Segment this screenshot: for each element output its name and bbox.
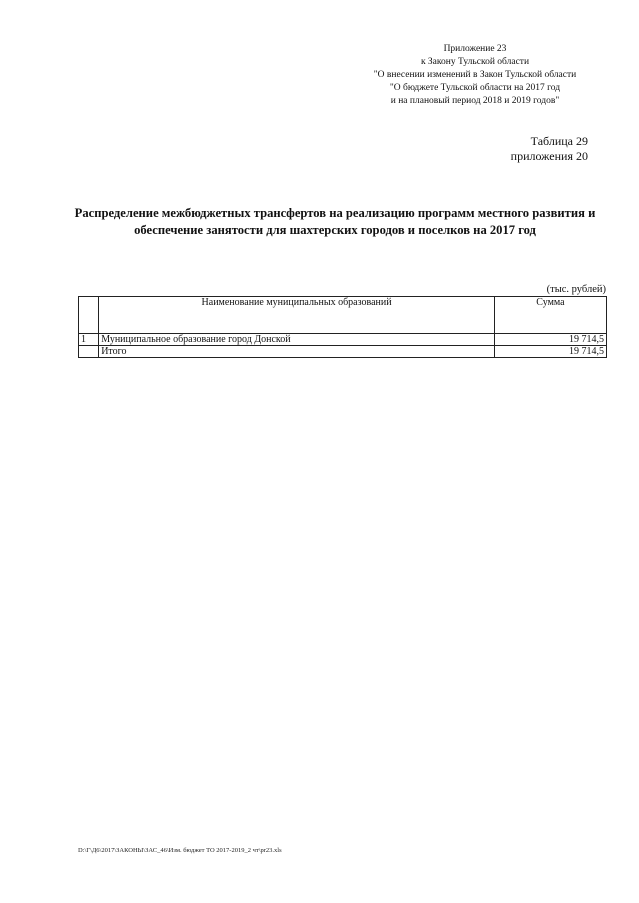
total-sum-cell: 19 714,5 <box>494 346 606 358</box>
row-number-cell: 1 <box>79 334 99 346</box>
appendix-header-line: и на плановый период 2018 и 2019 годов" <box>390 96 560 106</box>
table-row <box>79 334 607 346</box>
header-name-cell: Наименование муниципальных образований <box>99 297 495 334</box>
row-name-cell: Муниципальное образование город Донской <box>99 334 495 346</box>
units-label: (тыс. рублей) <box>546 284 606 295</box>
total-number-cell <box>79 346 99 358</box>
table-reference-number: Таблица 29 <box>530 134 588 148</box>
table-header-row <box>79 297 607 334</box>
header-number-cell <box>79 297 99 334</box>
file-path-footer: D:\Г\Д6\2017\ЗАКОНЫ\ЗАС_46\Изм. бюджет ТО 2017-2019_2 чт\pr23.xls <box>78 847 282 854</box>
appendix-header-line: "О внесении изменений в Закон Тульской области <box>373 70 577 80</box>
transfers-table <box>78 296 607 358</box>
appendix-header <box>360 43 590 108</box>
document-title <box>40 205 630 239</box>
document-title-line: Распределение межбюджетных трансфертов на реализацию программ местного развития и <box>74 206 596 220</box>
table-reference <box>506 134 588 164</box>
appendix-header-line: к Закону Тульской области <box>420 57 530 67</box>
row-sum-cell: 19 714,5 <box>494 334 606 346</box>
table-total-row <box>79 346 607 358</box>
table-reference-appendix: приложения 20 <box>510 149 588 163</box>
document-title-line: обеспечение занятости для шахтерских городов и поселков на 2017 год <box>134 223 536 237</box>
appendix-header-line: "О бюджете Тульской области на 2017 год <box>389 83 561 93</box>
total-label-cell: Итого <box>99 346 495 358</box>
appendix-header-line: Приложение 23 <box>443 44 507 54</box>
header-sum-cell: Сумма <box>494 297 606 334</box>
